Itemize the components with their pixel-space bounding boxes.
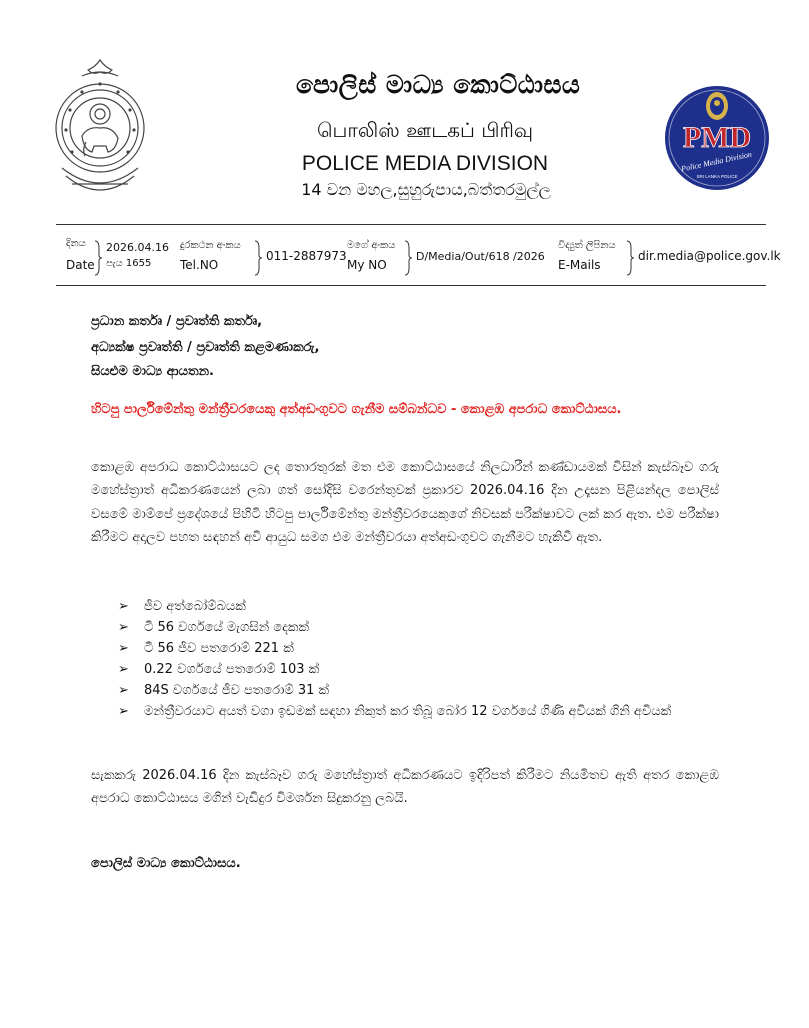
arrow-bullet-icon: ➢ [118, 641, 129, 656]
body-paragraph-1: කොළඹ අපරාධ කොට්ඨාසයට ලද තොරතුරක් මත එම කොට්ඨාසයේ නිලධාරීන් කණ්ඩායමක් විසින් කැස්බෑව ගරු මහේස්ත්‍රාත් අධිකරණයෙන් ලබා ගත් සෝදිසි වරෙන්තුවක් ප්‍රකාරව 2026.04.16 දින උදෑසන පිළියන්දල පොලිස් වසමේ මාම්පේ ප්‍රදේශයේ පිහිටි හිටපු පාර්ලිමේන්තු මන්ත්‍රීවරයෙකුගේ නිවසක් පරීක්ෂාවට ලක් කර ඇත. එම පරීක්ෂා කිරීමට අදාලව පහත සඳහන් අවි ආයුධ සමග එම මන්ත්‍රීවරයා අත්අඩංගුවට ගැනීමට හැකිවී ඇත. [91, 460, 719, 545]
header-title-tamil: பொலிஸ் ஊடகப் பிரிவு [316, 118, 533, 142]
arrow-bullet-icon: ➢ [118, 683, 129, 698]
list-item [118, 680, 718, 701]
police-crest-icon [52, 58, 148, 208]
email-label-en: E-Mails [558, 258, 601, 272]
list-item-text: ටී 56 වර්ගයේ මැගසින් දෙකක් [144, 620, 310, 635]
recipient-line: ප්‍රධාන කර්තෘ / ප්‍රවෘත්ති කර්තෘ, [91, 314, 263, 329]
pmd-logo [663, 72, 771, 200]
list-item-text: 84S වර්ගයේ ජීව පතරොම් 31 ක් [144, 683, 330, 698]
header-divider-top [56, 224, 766, 225]
header-title-english: POLICE MEDIA DIVISION [301, 152, 549, 175]
date-label-si: දිනය [66, 238, 86, 249]
body-paragraph-2: සැකකරු 2026.04.16 දින කැස්බෑව ගරු මහේස්ත්‍රාත් අධිකරණයට ඉදිරිපත් කිරීමට නියමිතව ඇති අතර කොළඹ අපරාධ කොට්ඨාසය මගින් වැඩිදුර විමර්ශන සිදුකරනු ලබයි. [91, 768, 719, 807]
subject-line: හිටපු පාර්ලිමේන්තු මන්ත්‍රීවරයෙකු අත්අඩංගුවට ගැනීම සම්බන්ධව - කොළඹ අපරාධ කොට්ඨාසය. [91, 402, 622, 417]
pmd-crest-icon [706, 92, 728, 120]
recipient-line: සියළුම මාධ්‍ය ආයතන. [91, 364, 214, 379]
arrow-bullet-icon: ➢ [118, 599, 129, 614]
header-title-sinhala: පොලිස් මාධ්‍ය කොට්ඨාසය [296, 70, 581, 99]
brace-icon [254, 240, 262, 276]
list-item [118, 617, 718, 638]
list-item-text: 0.22 වර්ගයේ පතරොම් 103 ක් [144, 662, 320, 677]
tel-label-en: Tel.NO [180, 258, 219, 272]
brace-icon [626, 240, 634, 276]
recipient-line: අධ්‍යක්ෂ ප්‍රවෘත්ති / ප්‍රවෘත්ති කළමණාකරු, [91, 340, 320, 355]
arrow-bullet-icon: ➢ [118, 662, 129, 677]
date-label-en: Date [66, 258, 95, 272]
email-label-si: විද්‍යුත් ලිපිනය [558, 240, 616, 251]
tel-value: 011-2887973 [266, 249, 347, 263]
pmd-logo-caption: Police Media Division [680, 149, 753, 174]
email-value[interactable]: dir.media@police.gov.lk [638, 249, 781, 263]
list-item-text: ටී 56 ජීව පතරොම් 221 ක් [144, 641, 294, 656]
signature-line: පොලිස් මාධ්‍ය කොට්ඨාසය. [91, 856, 241, 871]
my-no-label-si: මගේ අංකය [347, 240, 396, 251]
pmd-logo-sub: SRI LANKA POLICE [696, 174, 738, 179]
seized-items-list [118, 596, 718, 722]
list-item [118, 596, 718, 617]
header-divider-bottom [56, 285, 766, 286]
date-value: 2026.04.16 [106, 241, 169, 254]
my-no-label-en: My NO [347, 258, 387, 272]
list-item [118, 638, 718, 659]
brace-icon [94, 240, 102, 276]
brace-icon [404, 240, 412, 276]
list-item-text: මන්ත්‍රීවරයාට අයත් වගා ඉඩමක් සඳහා නිකුත් කර තිබූ බෝර 12 වර්ගයේ ගිණි අවියක් ගිනි අවියක් [144, 704, 672, 719]
tel-label-si: දුරකථන අංකය [180, 240, 241, 251]
pmd-logo-text: PMD [682, 121, 752, 154]
time-value: පැය 1655 [106, 258, 152, 269]
list-item [118, 701, 718, 722]
my-no-value: D/Media/Out/618 /2026 [416, 250, 545, 263]
list-item-text: ජීව අත්බෝම්බයක් [144, 599, 246, 614]
arrow-bullet-icon: ➢ [118, 620, 129, 635]
list-item [118, 659, 718, 680]
header-address: 14 වන මහල,සුහුරුපාය,බත්තරමුල්ල [301, 180, 551, 199]
arrow-bullet-icon: ➢ [118, 704, 129, 719]
